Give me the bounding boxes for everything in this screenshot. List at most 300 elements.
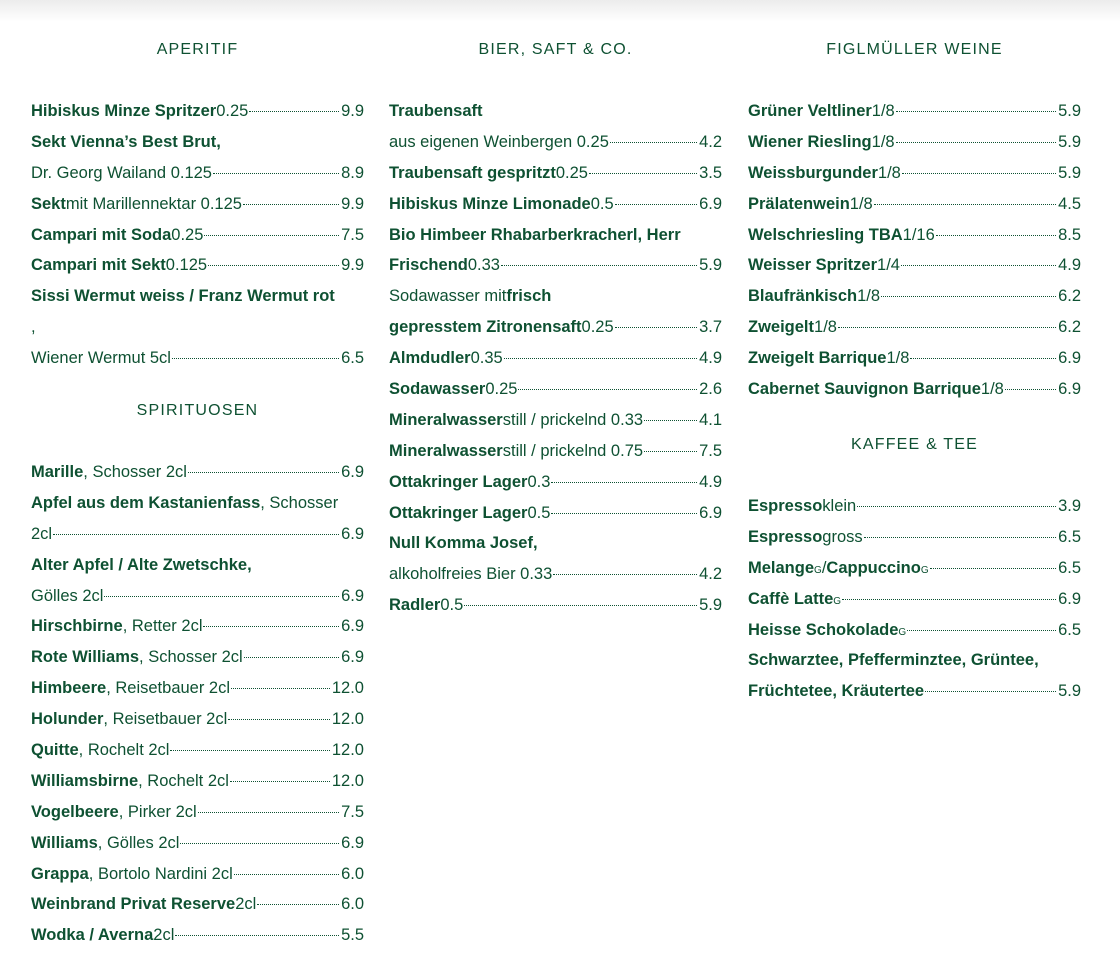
item-detail: , bbox=[31, 318, 36, 337]
menu-line bbox=[748, 645, 1081, 676]
item-detail: 1/8 bbox=[814, 318, 837, 337]
item-detail: gross bbox=[822, 527, 863, 546]
item-price: 5.9 bbox=[1058, 682, 1081, 701]
item-name: Wodka / Averna bbox=[31, 926, 154, 945]
dot-leader bbox=[230, 781, 330, 782]
item-price: 6.5 bbox=[1058, 558, 1081, 577]
menu-line bbox=[31, 519, 364, 550]
item-price: 7.5 bbox=[699, 441, 722, 460]
item-detail: 1/4 bbox=[877, 256, 900, 275]
section-title: APERITIF bbox=[156, 41, 239, 58]
menu-line bbox=[748, 158, 1081, 189]
item-detail: aus eigenen Weinbergen 0.25 bbox=[389, 132, 609, 151]
section-title: SPIRITUOSEN bbox=[136, 402, 259, 419]
menu-item bbox=[389, 158, 722, 189]
menu-line: Heisse Schokolade G 6.5 bbox=[748, 615, 1081, 646]
menu-line bbox=[748, 96, 1081, 127]
item-detail: 0.25 bbox=[216, 102, 249, 120]
menu-line bbox=[389, 189, 722, 220]
item-detail: 0.25 bbox=[555, 163, 588, 182]
item-detail: 0.3 bbox=[527, 472, 551, 491]
item-name: Almdudler bbox=[389, 349, 471, 368]
menu-line bbox=[31, 457, 364, 488]
item-name: Williams bbox=[31, 833, 98, 852]
menu-item bbox=[748, 491, 1081, 522]
item-name: Traubensaft gespritzt bbox=[389, 163, 556, 182]
menu-line bbox=[31, 859, 364, 890]
item-detail: mit Marillennektar 0.125 bbox=[65, 194, 242, 213]
menu-item bbox=[31, 220, 364, 251]
item-price: 9.9 bbox=[341, 102, 364, 120]
item-name: Quitte bbox=[31, 741, 79, 760]
menu-line bbox=[748, 676, 1081, 707]
item-detail: Wiener Wermut 5cl bbox=[31, 349, 171, 368]
item-price: 5.9 bbox=[1058, 132, 1081, 151]
menu-line bbox=[31, 343, 364, 374]
menu-line bbox=[389, 127, 722, 158]
menu-item bbox=[389, 498, 722, 529]
menu-line bbox=[389, 590, 722, 621]
item-detail: , Reisetbauer 2cl bbox=[103, 710, 228, 729]
menu-item bbox=[31, 488, 364, 550]
item-detail: 1/8 bbox=[871, 102, 895, 120]
menu-item bbox=[748, 553, 1081, 584]
item-detail: 2cl bbox=[31, 524, 53, 543]
menu-item bbox=[389, 528, 722, 590]
menu-items bbox=[31, 96, 364, 374]
menu-item bbox=[748, 250, 1081, 281]
item-name: Hibiskus Minze Limonade bbox=[389, 194, 591, 213]
item-price: 6.9 bbox=[1058, 349, 1081, 368]
item-price: 9.9 bbox=[341, 194, 364, 213]
item-price: 6.9 bbox=[341, 648, 364, 667]
menu-line bbox=[31, 96, 364, 127]
section-title: KAFFEE & TEE bbox=[850, 436, 979, 453]
item-price: 6.0 bbox=[341, 895, 364, 914]
menu-item bbox=[389, 436, 722, 467]
dot-leader bbox=[902, 173, 1056, 174]
item-name: Espresso bbox=[748, 527, 823, 546]
menu-item bbox=[31, 642, 364, 673]
item-price: 4.1 bbox=[699, 410, 722, 429]
item-detail: 0.33 bbox=[467, 256, 500, 275]
item-price: 7.5 bbox=[341, 802, 364, 821]
item-detail: 2cl bbox=[153, 926, 175, 945]
dot-leader bbox=[243, 204, 339, 205]
menu-item bbox=[389, 405, 722, 436]
menu-line bbox=[748, 522, 1081, 553]
item-price: 6.0 bbox=[341, 864, 364, 883]
dot-leader bbox=[501, 265, 697, 266]
menu-line bbox=[31, 189, 364, 220]
item-detail: 1/8 bbox=[871, 132, 895, 151]
item-detail: alkoholfreies Bier 0.33 bbox=[389, 565, 553, 584]
menu-section bbox=[748, 435, 1081, 707]
menu-item bbox=[748, 312, 1081, 343]
dot-leader bbox=[936, 235, 1056, 236]
item-detail: 0.125 bbox=[165, 256, 208, 275]
item-name: Zweigelt bbox=[748, 318, 815, 337]
item-name: Espresso bbox=[748, 497, 823, 515]
dot-leader bbox=[907, 630, 1056, 631]
menu-item bbox=[31, 889, 364, 920]
item-name: Alter Apfel / Alte Zwetschke, bbox=[31, 555, 252, 574]
item-detail: , Rochelt 2cl bbox=[138, 771, 229, 790]
item-name-2: Cappuccino bbox=[826, 558, 921, 577]
item-name: Wiener Riesling bbox=[748, 132, 872, 151]
item-price: 6.5 bbox=[1058, 620, 1081, 639]
menu-item bbox=[31, 281, 364, 374]
item-name: Sodawasser bbox=[389, 380, 486, 399]
item-detail: 0.35 bbox=[470, 349, 503, 368]
item-name: Welschriesling TBA bbox=[748, 225, 903, 244]
item-name: Campari mit Soda bbox=[31, 225, 172, 244]
dot-leader bbox=[896, 111, 1056, 112]
dot-leader bbox=[589, 173, 697, 174]
item-name: Sekt Vienna’s Best Brut, bbox=[31, 132, 221, 151]
menu-line bbox=[31, 488, 364, 519]
menu-line bbox=[748, 343, 1081, 374]
menu-line bbox=[389, 467, 722, 498]
menu-item bbox=[31, 457, 364, 488]
dot-leader bbox=[504, 358, 697, 359]
menu-line bbox=[389, 96, 722, 127]
item-price: 6.9 bbox=[341, 617, 364, 636]
item-price: 8.5 bbox=[1058, 225, 1081, 244]
item-price: 6.5 bbox=[341, 349, 364, 368]
item-detail: 0.5 bbox=[440, 596, 464, 615]
item-price: 12.0 bbox=[331, 679, 364, 698]
top-shadow bbox=[0, 0, 1120, 22]
menu-line bbox=[31, 312, 364, 343]
item-detail: 0.25 bbox=[171, 225, 204, 244]
dot-leader bbox=[925, 691, 1056, 692]
menu-line bbox=[31, 920, 364, 951]
dot-leader bbox=[180, 843, 339, 844]
dot-leader bbox=[203, 626, 339, 627]
menu-section bbox=[31, 40, 364, 374]
menu-line bbox=[31, 704, 364, 735]
dot-leader bbox=[204, 235, 339, 236]
item-name: Caffè Latte bbox=[748, 589, 834, 608]
menu-line bbox=[31, 220, 364, 251]
item-price: 6.5 bbox=[1058, 527, 1081, 546]
item-detail: 0.25 bbox=[485, 380, 518, 399]
item-name: Melange bbox=[748, 558, 815, 577]
menu-line bbox=[31, 889, 364, 920]
item-price: 4.9 bbox=[699, 349, 722, 368]
item-price: 7.5 bbox=[341, 225, 364, 244]
item-price: 12.0 bbox=[331, 710, 364, 729]
item-price: 4.9 bbox=[1058, 256, 1081, 275]
dot-leader bbox=[864, 537, 1056, 538]
dot-leader bbox=[1005, 389, 1056, 390]
menu-item bbox=[389, 374, 722, 405]
item-name-2: frisch bbox=[506, 287, 552, 306]
item-detail: , Schosser 2cl bbox=[83, 463, 187, 481]
item-name: Bio Himbeer Rhabarberkracherl, Herr bbox=[389, 225, 681, 244]
menu-item bbox=[31, 189, 364, 220]
menu-line bbox=[748, 220, 1081, 251]
dot-leader bbox=[857, 506, 1056, 507]
item-name: gepresstem Zitronensaft bbox=[389, 318, 582, 337]
item-name: Hibiskus Minze Spritzer bbox=[31, 102, 217, 120]
dot-leader bbox=[172, 358, 339, 359]
item-name: Grappa bbox=[31, 864, 89, 883]
item-price: 8.9 bbox=[341, 163, 364, 182]
item-name: Grüner Veltliner bbox=[748, 102, 872, 120]
menu-item bbox=[748, 615, 1081, 646]
menu-line bbox=[31, 550, 364, 581]
item-name: Himbeere bbox=[31, 679, 107, 698]
dot-leader bbox=[930, 568, 1056, 569]
menu-item bbox=[389, 281, 722, 343]
item-detail: 1/8 bbox=[886, 349, 910, 368]
item-name: Apfel aus dem Kastanienfass bbox=[31, 493, 261, 512]
item-price: 6.9 bbox=[341, 524, 364, 543]
item-name: Sekt bbox=[31, 194, 66, 213]
menu-line bbox=[31, 828, 364, 859]
menu-item bbox=[748, 220, 1081, 251]
menu-item bbox=[31, 859, 364, 890]
dot-leader bbox=[208, 265, 339, 266]
section-title: BIER, SAFT & CO. bbox=[478, 41, 633, 58]
menu-section bbox=[31, 401, 364, 951]
item-name: Weissburgunder bbox=[748, 163, 878, 182]
item-name: Marille bbox=[31, 463, 84, 481]
item-name: Radler bbox=[389, 596, 441, 615]
item-price: 4.5 bbox=[1058, 194, 1081, 213]
menu-item bbox=[748, 374, 1081, 405]
menu-item bbox=[31, 611, 364, 642]
menu-line bbox=[389, 220, 722, 251]
menu-item bbox=[389, 590, 722, 621]
menu-item bbox=[31, 250, 364, 281]
item-detail: Dr. Georg Wailand 0.125 bbox=[31, 163, 212, 182]
menu-items bbox=[748, 96, 1081, 405]
item-name: Blaufränkisch bbox=[748, 287, 858, 306]
item-name: Ottakringer Lager bbox=[389, 472, 528, 491]
item-price: 4.2 bbox=[699, 565, 722, 584]
item-price: 5.9 bbox=[1058, 102, 1081, 120]
menu-item bbox=[389, 189, 722, 220]
dot-leader bbox=[188, 472, 339, 473]
item-detail: Gölles 2cl bbox=[31, 586, 104, 605]
menu-item bbox=[389, 343, 722, 374]
item-detail: , Bortolo Nardini 2cl bbox=[88, 864, 233, 883]
dot-leader bbox=[881, 296, 1056, 297]
item-detail: 1/8 bbox=[857, 287, 881, 306]
menu-item bbox=[748, 96, 1081, 127]
menu-item bbox=[31, 704, 364, 735]
dot-leader bbox=[610, 142, 697, 143]
dot-leader bbox=[228, 719, 330, 720]
menu-line bbox=[31, 250, 364, 281]
item-name: Cabernet Sauvignon Barrique bbox=[748, 380, 981, 399]
item-name: Rote Williams bbox=[31, 648, 140, 667]
item-name: Traubensaft bbox=[389, 102, 483, 120]
item-detail: 1/16 bbox=[902, 225, 935, 244]
item-name: Williamsbirne bbox=[31, 771, 139, 790]
item-detail: 1/8 bbox=[980, 380, 1004, 399]
item-price: 6.9 bbox=[341, 586, 364, 605]
menu-item bbox=[389, 467, 722, 498]
menu-line bbox=[389, 405, 722, 436]
dot-leader bbox=[244, 657, 339, 658]
item-detail: 1/8 bbox=[877, 163, 901, 182]
item-detail: still / prickelnd 0.75 bbox=[502, 441, 644, 460]
item-detail: , Pirker 2cl bbox=[118, 802, 197, 821]
menu-item bbox=[748, 127, 1081, 158]
menu-line bbox=[31, 766, 364, 797]
item-price: 6.9 bbox=[1058, 589, 1081, 608]
menu-line bbox=[31, 797, 364, 828]
menu-item bbox=[748, 645, 1081, 707]
dot-leader bbox=[615, 327, 697, 328]
item-price: 5.9 bbox=[1058, 163, 1081, 182]
menu-line bbox=[748, 312, 1081, 343]
menu-items bbox=[31, 457, 364, 951]
item-price: 3.9 bbox=[1058, 497, 1081, 515]
item-name: Frischend bbox=[389, 256, 468, 275]
menu-item bbox=[748, 158, 1081, 189]
item-name: Schwarztee, Pfefferminztee, Grüntee, bbox=[748, 651, 1039, 670]
dot-leader bbox=[257, 904, 339, 905]
item-detail: , Gölles 2cl bbox=[97, 833, 180, 852]
section-title: FIGLMÜLLER WEINE bbox=[826, 41, 1003, 58]
menu-line bbox=[389, 559, 722, 590]
dot-leader bbox=[910, 358, 1056, 359]
item-name: Mineralwasser bbox=[389, 441, 503, 460]
menu-item bbox=[389, 96, 722, 158]
item-detail: , Schosser 2cl bbox=[139, 648, 243, 667]
menu-line bbox=[31, 281, 364, 312]
item-price: 6.9 bbox=[341, 833, 364, 852]
dot-leader bbox=[553, 574, 697, 575]
menu-line bbox=[389, 436, 722, 467]
item-name: Prälatenwein bbox=[748, 194, 850, 213]
item-price: 3.5 bbox=[699, 163, 722, 182]
menu-line bbox=[31, 673, 364, 704]
item-price: 2.6 bbox=[699, 380, 722, 399]
menu-line bbox=[31, 642, 364, 673]
menu-line bbox=[748, 281, 1081, 312]
menu-item bbox=[31, 127, 364, 189]
menu-item bbox=[31, 828, 364, 859]
dot-leader bbox=[53, 534, 339, 535]
item-detail: Sodawasser mit bbox=[389, 287, 507, 306]
item-detail: , Schosser bbox=[260, 493, 339, 512]
item-name: Null Komma Josef, bbox=[389, 534, 538, 553]
menu-line bbox=[389, 343, 722, 374]
dot-leader bbox=[464, 605, 697, 606]
item-price: 6.9 bbox=[699, 194, 722, 213]
dot-leader bbox=[104, 596, 339, 597]
item-price: 5.9 bbox=[699, 596, 722, 615]
item-name: Vogelbeere bbox=[31, 802, 119, 821]
item-detail: 0.25 bbox=[581, 318, 614, 337]
item-name: Sissi Wermut weiss / Franz Wermut rot bbox=[31, 287, 335, 306]
menu-line bbox=[389, 528, 722, 559]
item-name: Weisser Spritzer bbox=[748, 256, 878, 275]
menu-line bbox=[748, 127, 1081, 158]
menu-line bbox=[31, 158, 364, 189]
dot-leader bbox=[551, 482, 697, 483]
item-detail: / bbox=[821, 558, 827, 577]
dot-leader bbox=[234, 874, 339, 875]
menu-item bbox=[31, 797, 364, 828]
menu-line bbox=[389, 498, 722, 529]
item-name: Ottakringer Lager bbox=[389, 503, 528, 522]
menu-line bbox=[31, 735, 364, 766]
dot-leader bbox=[551, 513, 697, 514]
item-price: 4.9 bbox=[699, 472, 722, 491]
item-name: Heisse Schokolade bbox=[748, 620, 899, 639]
menu-line bbox=[389, 281, 722, 312]
menu-line bbox=[389, 374, 722, 405]
item-price: 6.2 bbox=[1058, 318, 1081, 337]
dot-leader bbox=[213, 173, 339, 174]
item-detail: , Rochelt 2cl bbox=[78, 741, 170, 760]
item-price: 5.5 bbox=[341, 926, 364, 945]
item-name: Früchtetee, Kräutertee bbox=[748, 682, 925, 701]
dot-leader bbox=[231, 688, 330, 689]
dot-leader bbox=[901, 265, 1056, 266]
menu-line bbox=[31, 581, 364, 612]
dot-leader bbox=[615, 204, 697, 205]
item-price: 5.9 bbox=[699, 256, 722, 275]
menu-line bbox=[748, 250, 1081, 281]
dot-leader bbox=[175, 935, 339, 936]
menu-item bbox=[748, 584, 1081, 615]
menu-section bbox=[748, 40, 1081, 405]
item-detail: , Reisetbauer 2cl bbox=[106, 679, 231, 698]
menu-line bbox=[31, 611, 364, 642]
menu-item bbox=[389, 220, 722, 282]
item-name: Weinbrand Privat Reserve bbox=[31, 895, 236, 914]
dot-leader bbox=[896, 142, 1056, 143]
menu-line bbox=[748, 374, 1081, 405]
menu-item bbox=[748, 281, 1081, 312]
item-price: 12.0 bbox=[331, 741, 364, 760]
dot-leader bbox=[842, 599, 1056, 600]
item-detail: klein bbox=[822, 497, 857, 515]
dot-leader bbox=[644, 451, 697, 452]
item-price: 12.0 bbox=[331, 771, 364, 790]
menu-item bbox=[748, 189, 1081, 220]
dot-leader bbox=[170, 750, 329, 751]
item-price: 6.9 bbox=[341, 463, 364, 481]
dot-leader bbox=[838, 327, 1056, 328]
item-name: Hirschbirne bbox=[31, 617, 123, 636]
item-name: Mineralwasser bbox=[389, 410, 503, 429]
item-price: 4.2 bbox=[699, 132, 722, 151]
dot-leader bbox=[644, 420, 697, 421]
item-detail: 0.5 bbox=[527, 503, 551, 522]
menu-line bbox=[389, 250, 722, 281]
item-detail: , Retter 2cl bbox=[122, 617, 203, 636]
menu-item bbox=[31, 920, 364, 951]
menu-line bbox=[31, 127, 364, 158]
menu-section bbox=[389, 40, 722, 621]
item-detail: still / prickelnd 0.33 bbox=[502, 410, 644, 429]
menu-line bbox=[748, 189, 1081, 220]
dot-leader bbox=[874, 204, 1056, 205]
menu-item bbox=[31, 735, 364, 766]
menu-items bbox=[748, 491, 1081, 707]
menu-line: Caffè Latte G 6.9 bbox=[748, 584, 1081, 615]
menu-line bbox=[389, 312, 722, 343]
